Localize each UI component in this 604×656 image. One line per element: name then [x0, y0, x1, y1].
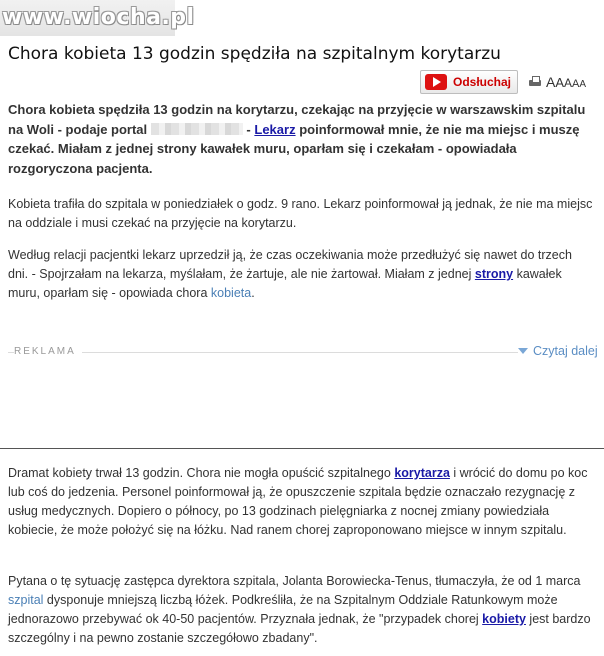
p2-text-3: . [251, 286, 255, 300]
link-szpital[interactable]: szpital [8, 593, 44, 607]
font-size-controls [546, 74, 586, 90]
keyword-link-kobiety[interactable]: kobiety [482, 612, 526, 626]
font-size-3[interactable]: A [564, 76, 573, 90]
ad-separator [8, 352, 518, 353]
link-kobieta[interactable]: kobieta [210, 286, 252, 300]
font-size-4[interactable]: A [572, 78, 580, 90]
paragraph-2 [8, 246, 594, 303]
redacted-source [151, 123, 243, 135]
lead-text-1: Chora kobieta spędziła 13 godzin na korytarzu, czekając na przyjęcie w warszawskim szpitalu na Woli - podaje portal [8, 102, 586, 137]
read-more-link[interactable] [518, 344, 598, 358]
p3-text-2: i wrócić do domu po koc lub coś do jedzenia. Personel poinformował ją, że opuszczenie szpitala będzie oznaczało rezygnację z usług medycznych. Dopiero o północy, po 13 godzinach pielęgniarka z nocnej zmiany powiedziała kobiecie, że może położyć się na łóżku. Nad ranem chorej zaproponowano miejsce w innym szpitalu. [8, 466, 588, 537]
article-title: Chora kobieta 13 godzin spędziła na szpitalnym korytarzu [8, 44, 501, 64]
lead-text-2: - [246, 121, 251, 137]
content-divider [0, 448, 604, 449]
p2-text-1: Według relacji pacjentki lekarz uprzedził ją, że czas oczekiwania może przedłużyć się nawet do trzech dni. - Spojrzałam na lekarza, myślałam, że żartuje, ale nie żartował. Miałam z jednej [8, 248, 572, 281]
paragraph-3 [8, 464, 594, 540]
keyword-link-strony[interactable]: strony [474, 267, 514, 281]
keyword-link-lekarz[interactable]: Lekarz [254, 121, 296, 137]
font-size-5[interactable]: A [579, 79, 587, 90]
listen-label: Odsłuchaj [453, 75, 512, 89]
article-lead [8, 100, 594, 178]
font-size-2[interactable]: A [555, 75, 565, 90]
watermark-text: www.wiocha.pl [2, 5, 195, 30]
listen-button[interactable] [420, 70, 518, 94]
p3-text-1: Dramat kobiety trwał 13 godzin. Chora nie mogła opuścić szpitalnego [8, 466, 391, 480]
p2-text-2: kawałek muru, oparłam się - opowiada chora [8, 267, 562, 300]
site-watermark [0, 0, 195, 36]
p4-text-1: Pytana o tę sytuację zastępca dyrektora szpitala, Jolanta Borowiecka-Tenus, tłumaczyła, że od 1 marca [8, 574, 581, 588]
read-more-label: Czytaj dalej [533, 344, 598, 358]
keyword-link-korytarza[interactable]: korytarza [394, 466, 450, 480]
p4-text-2: dysponuje mniejszą liczbą łóżek. Podkreśliła, że na Szpitalnym Oddziale Ratunkowym może jednorazowo przebywać ok 40-50 pacjentów. Przyznała jednak, że "przypadek chorej [8, 593, 558, 626]
chevron-down-icon [518, 348, 528, 354]
paragraph-1: Kobieta trafiła do szpitala w poniedziałek o godz. 9 rano. Lekarz poinformował ją jednak, że nie ma miejsc na oddziale i musi czekać na przyjęcie na korytarzu. [8, 197, 593, 230]
p4-text-3: jest bardzo szczególny i na pewno zostanie szczegółowo zbadany". [8, 612, 591, 645]
print-icon[interactable] [528, 76, 542, 88]
paragraph-4 [8, 572, 594, 648]
ad-label: REKLAMA [14, 346, 82, 357]
article-toolbar [420, 70, 586, 94]
lead-text-3: poinformował mnie, że nie ma miejsc i muszę czekać. Miałam z jednej strony kawałek muru, oparłam się i czekałam - opowiadała rozgoryczona pacjenta. [8, 121, 580, 176]
play-icon [425, 74, 447, 90]
font-size-1[interactable]: A [546, 74, 556, 90]
